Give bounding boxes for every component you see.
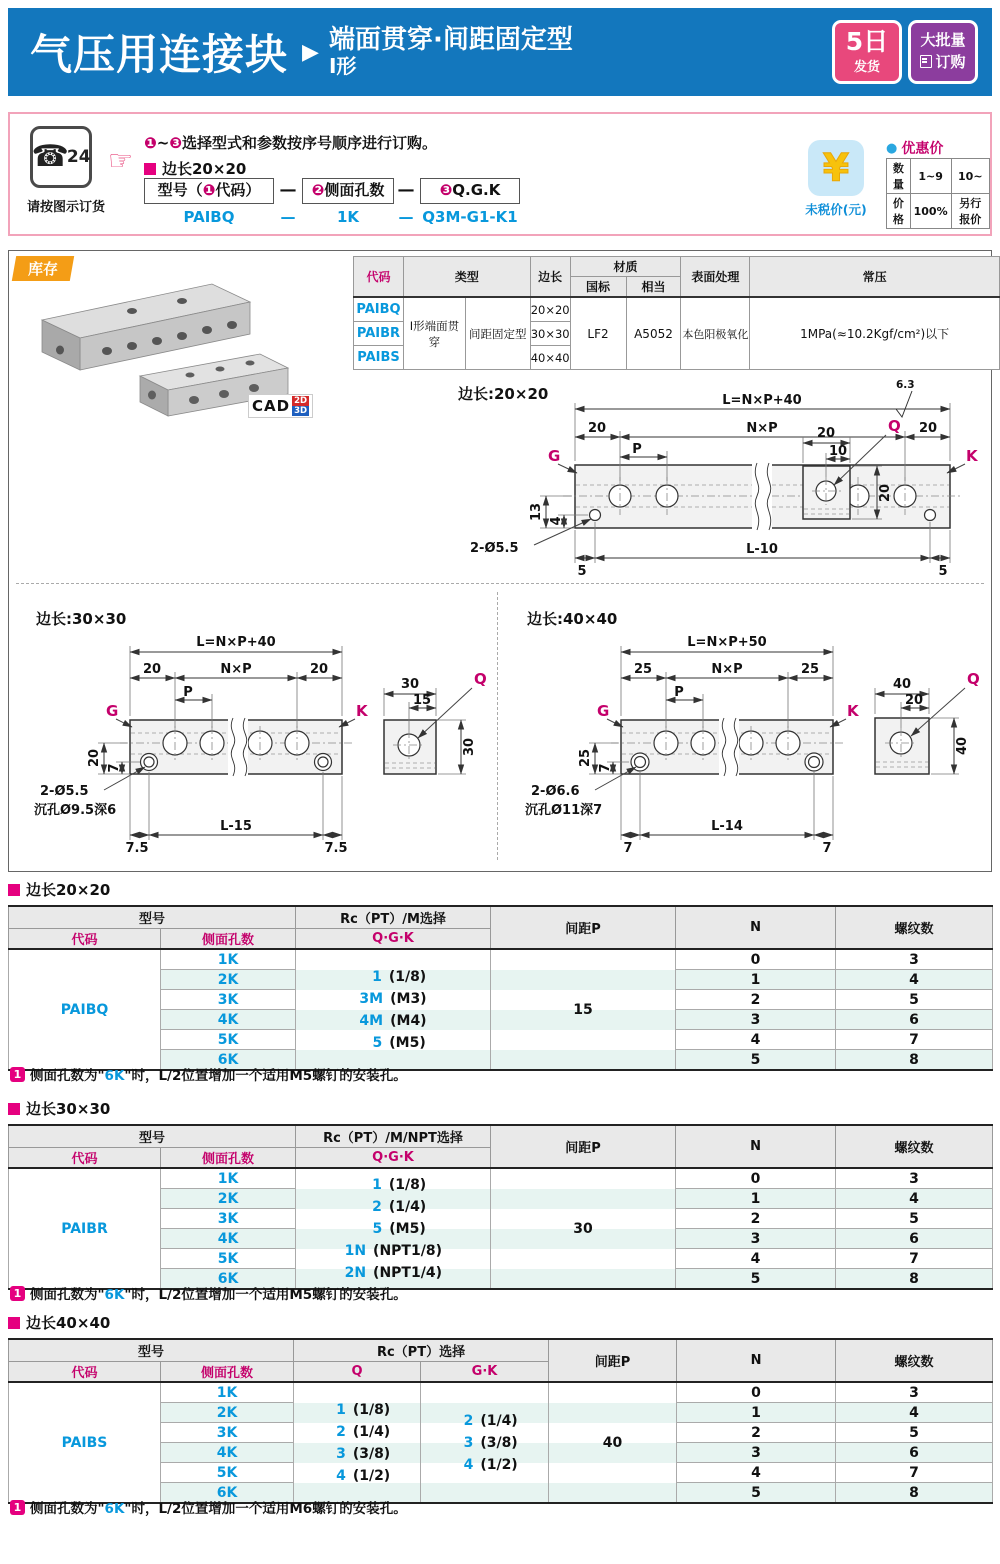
divider-horizontal	[16, 583, 984, 584]
cell-q-options: 1 (1/8) 2 (1/4) 3 (3/8) 4 (1/2)	[294, 1382, 421, 1503]
spec-code-2: PAIBS	[354, 346, 404, 370]
example-holes: 1K	[336, 208, 360, 226]
badge-bulk-line1: 大批量	[920, 30, 966, 49]
cell-n: 2	[676, 1209, 836, 1229]
dot-icon: ●	[886, 140, 898, 156]
cell-n: 0	[676, 949, 836, 970]
cell-code: PAIBQ	[9, 949, 161, 1070]
step-3-badge: ❸	[169, 134, 182, 152]
port-g-label: G	[548, 447, 561, 465]
cell-holes: 4K	[161, 1010, 296, 1030]
cell-holes: 5K	[161, 1463, 294, 1483]
price-label: 价格	[887, 194, 911, 229]
dim-end-right: 25	[800, 662, 820, 677]
side-dim-right: 40	[955, 736, 970, 756]
qty-range-2: 10~	[951, 159, 989, 194]
cell-pitch: 30	[491, 1168, 676, 1289]
order-box-qgk: ❸Q.G.K	[420, 178, 520, 204]
cell-threads: 8	[836, 1269, 993, 1290]
cell-holes: 4K	[161, 1443, 294, 1463]
dim-total-length: L=N×P+40	[722, 393, 802, 408]
cell-threads: 7	[836, 1249, 993, 1269]
page-subtitle	[329, 26, 573, 79]
example-dash-2: —	[398, 208, 414, 226]
order-instruction: ❶~❸选择型式和参数按序号顺序进行订购。	[144, 134, 437, 152]
dim-end-left: 20	[587, 421, 607, 436]
cell-n: 1	[676, 970, 836, 990]
example-dash-1: —	[280, 208, 296, 226]
arrow-right-icon: ▶	[302, 39, 319, 65]
cell-holes: 3K	[161, 1209, 296, 1229]
dim-end-right: 20	[309, 662, 329, 677]
price-2: 另行报价	[951, 194, 989, 229]
side-dim-top: 40	[892, 677, 912, 692]
cell-threads: 6	[836, 1229, 993, 1249]
col-n: N	[677, 1339, 836, 1382]
cell-threads: 4	[836, 1189, 993, 1209]
cell-holes: 2K	[161, 970, 296, 990]
badge-bulk-line2: 订购	[920, 51, 965, 72]
badge-bulk-order	[908, 20, 978, 84]
note-1-icon: 1	[10, 1286, 25, 1301]
mount-hole-note: 2-Ø5.5	[40, 784, 89, 799]
order-dash-2: —	[397, 180, 415, 200]
dim-b-right: 7.5	[324, 841, 348, 856]
side-dim-top: 20	[816, 426, 836, 441]
tax-note: 未税价(元)	[805, 202, 867, 217]
dim-b-right: 7	[822, 841, 832, 856]
cell-holes: 6K	[161, 1483, 294, 1504]
port-g-label: G	[106, 702, 119, 720]
stock-badge: 库存	[12, 256, 74, 281]
mount-hole-note: 2-Ø6.6	[531, 784, 580, 799]
cell-n: 0	[676, 1168, 836, 1189]
dim-pitch: P	[674, 685, 684, 700]
cell-holes: 5K	[161, 1249, 296, 1269]
spec-h-material: 材质	[570, 257, 681, 277]
col-q: Q	[294, 1362, 421, 1383]
cell-threads: 6	[836, 1443, 993, 1463]
size-table-40x40	[8, 1338, 993, 1504]
discount-price-label: ● 优惠价	[886, 140, 944, 157]
cell-n: 4	[676, 1249, 836, 1269]
table-row	[9, 949, 993, 970]
dim-b-mid: L-15	[220, 819, 252, 834]
dim-b-left: 7	[623, 841, 633, 856]
dim-total-length: L=N×P+50	[687, 635, 767, 650]
step-1-badge: ❶	[144, 134, 157, 152]
dim-nxp: N×P	[220, 662, 252, 677]
cell-holes: 1K	[161, 949, 296, 970]
yen-price-icon	[808, 140, 864, 196]
qty-range-1: 1~9	[910, 159, 951, 194]
cell-code: PAIBS	[9, 1382, 161, 1503]
section-title-20x20: 边长20×20	[8, 879, 110, 900]
col-pitch: 间距P	[491, 1125, 676, 1168]
mount-hole-note: 2-Ø5.5	[470, 541, 519, 556]
subtitle-line2: I形	[328, 54, 357, 79]
cell-rc-options: 1 (1/8) 3M (M3) 4M (M4) 5 (M5)	[296, 949, 491, 1070]
yen-symbol: ¥	[822, 146, 850, 190]
col-holes: 侧面孔数	[161, 1362, 294, 1383]
section-square-icon	[8, 1103, 20, 1115]
cad-label: CAD	[252, 397, 291, 415]
col-model: 型号	[9, 906, 296, 929]
section-title-40x40: 边长40×40	[8, 1312, 110, 1333]
table-row	[9, 1339, 993, 1362]
col-qgk: Q·G·K	[296, 929, 491, 950]
col-pitch: 间距P	[491, 906, 676, 949]
cell-threads: 5	[836, 1209, 993, 1229]
spec-h-code: 代码	[354, 257, 404, 298]
spec-side-2: 40×40	[530, 346, 570, 370]
cell-threads: 4	[836, 1403, 993, 1423]
table-row	[354, 297, 1000, 322]
spec-h-surface: 表面处理	[681, 257, 750, 298]
spec-table	[353, 256, 1000, 370]
order-dash-1: —	[279, 180, 297, 200]
price-1: 100%	[910, 194, 951, 229]
dim-pitch: P	[632, 442, 642, 457]
order-example-label: 边长20×20	[144, 158, 246, 179]
dim-end-left: 25	[633, 662, 653, 677]
spec-code-0: PAIBQ	[354, 297, 404, 322]
size-table-30x30	[8, 1124, 993, 1290]
phone-24-label: 24	[66, 147, 91, 167]
spec-h-equiv: 相当	[626, 277, 681, 298]
cell-n: 2	[677, 1423, 836, 1443]
phone-caption: 请按图示订货	[26, 200, 105, 215]
spec-type-b: 间距固定型	[465, 297, 530, 370]
cell-holes: 2K	[161, 1189, 296, 1209]
col-code: 代码	[9, 1148, 161, 1169]
cell-n: 5	[676, 1050, 836, 1071]
port-k-label: K	[356, 702, 368, 720]
header-bar	[8, 8, 992, 96]
drawing-30x30	[12, 590, 494, 862]
spec-side-1: 30×30	[530, 322, 570, 346]
side-dim-right: 30	[462, 737, 477, 757]
note-1-icon: 1	[10, 1067, 25, 1082]
cell-n: 3	[676, 1010, 836, 1030]
cell-n: 5	[676, 1269, 836, 1290]
dim-nxp: N×P	[746, 421, 778, 436]
col-gk: G·K	[421, 1362, 549, 1383]
col-code: 代码	[9, 929, 161, 950]
cell-threads: 7	[836, 1030, 993, 1050]
size-table-20x20	[8, 905, 993, 1071]
counterbore-note: 沉孔Ø9.5深6	[34, 803, 117, 818]
footnote-40x40: 1 侧面孔数为"6K"时，L/2位置增加一个适用M6螺钉的安装孔。	[10, 1497, 407, 1517]
table-row	[9, 1168, 993, 1189]
cell-n: 1	[677, 1403, 836, 1423]
cell-holes: 3K	[161, 990, 296, 1010]
side-dim-inner: 20	[904, 693, 924, 708]
col-holes: 侧面孔数	[161, 929, 296, 950]
divider-vertical	[497, 592, 498, 860]
dim-end-right: 20	[918, 421, 938, 436]
table-row	[887, 159, 990, 194]
spec-surface: 本色阳极氧化	[681, 297, 750, 370]
dim-b-mid: L-10	[746, 542, 778, 557]
table-row	[9, 1382, 993, 1403]
col-threads: 螺纹数	[836, 1125, 993, 1168]
footnote-30x30: 1 侧面孔数为"6K"时，L/2位置增加一个适用M5螺钉的安装孔。	[10, 1283, 407, 1303]
port-q-label: Q	[967, 670, 980, 688]
cell-threads: 5	[836, 990, 993, 1010]
cell-n: 4	[676, 1030, 836, 1050]
spec-code-1: PAIBR	[354, 322, 404, 346]
cell-n: 2	[676, 990, 836, 1010]
cell-pitch: 40	[549, 1382, 677, 1503]
port-q-label: Q	[888, 417, 901, 435]
dim-b-mid: L-14	[711, 819, 743, 834]
col-rc: Rc（PT）/M选择	[296, 906, 491, 929]
order-doc-icon	[920, 55, 932, 68]
section-square-icon	[8, 1317, 20, 1329]
dim-total-length: L=N×P+40	[196, 635, 276, 650]
cell-threads: 8	[836, 1483, 993, 1504]
col-code: 代码	[9, 1362, 161, 1383]
port-k-label: K	[847, 702, 859, 720]
cell-threads: 8	[836, 1050, 993, 1071]
cell-holes: 6K	[161, 1050, 296, 1071]
order-info-box	[8, 112, 992, 236]
spec-h-gb: 国标	[570, 277, 626, 298]
col-rc: Rc（PT）/M/NPT选择	[296, 1125, 491, 1148]
dim-b-left: 7.5	[125, 841, 149, 856]
cell-holes: 5K	[161, 1030, 296, 1050]
cell-threads: 3	[836, 1168, 993, 1189]
col-threads: 螺纹数	[836, 1339, 993, 1382]
cell-n: 0	[677, 1382, 836, 1403]
side-dim-right: 20	[878, 483, 893, 503]
cell-gk-options: 2 (1/4) 3 (3/8) 4 (1/2)	[421, 1382, 549, 1503]
cell-threads: 7	[836, 1463, 993, 1483]
dim-v1: 13	[529, 502, 544, 522]
qty-label: 数量	[887, 159, 911, 194]
order-box-model: 型号（❶代码）	[144, 178, 274, 204]
col-pitch: 间距P	[549, 1339, 677, 1382]
surface-finish-mark: 6.3	[896, 379, 915, 391]
drawing-title: 边长:30×30	[36, 610, 127, 628]
spec-h-type: 类型	[403, 257, 530, 298]
section-square-icon	[8, 884, 20, 896]
note-1-icon: 1	[10, 1500, 25, 1515]
cell-rc-options: 1 (1/8) 2 (1/4) 5 (M5) 1N (NPT1/8) 2N (NPT1/4)	[296, 1168, 491, 1289]
spec-type-a: I形端面贯穿	[403, 297, 465, 370]
drawing-title: 边长:40×40	[527, 610, 618, 628]
page-title: 气压用连接块	[30, 30, 289, 79]
cell-n: 3	[677, 1443, 836, 1463]
cell-holes: 3K	[161, 1423, 294, 1443]
counterbore-note: 沉孔Ø11深7	[525, 803, 603, 818]
col-model: 型号	[9, 1125, 296, 1148]
drawing-title: 边长:20×20	[458, 385, 549, 403]
port-q-label: Q	[474, 670, 487, 688]
cell-holes: 4K	[161, 1229, 296, 1249]
cell-n: 3	[676, 1229, 836, 1249]
telephone-icon: ☎	[31, 139, 69, 174]
cell-n: 5	[677, 1483, 836, 1504]
dim-pitch: P	[183, 685, 193, 700]
section-title-30x30: 边长30×30	[8, 1098, 110, 1119]
cell-n: 4	[677, 1463, 836, 1483]
cad-2d-label: 2D	[294, 396, 308, 406]
table-row	[9, 1125, 993, 1148]
badge-day-small: 发货	[853, 60, 880, 75]
col-rc: Rc（PT）选择	[294, 1339, 549, 1362]
cell-holes: 1K	[161, 1168, 296, 1189]
order-box-holes: ❷侧面孔数	[302, 178, 394, 204]
spec-side-0: 20×20	[530, 297, 570, 322]
example-square-icon	[144, 163, 156, 175]
spec-equiv: A5052	[626, 297, 681, 370]
cell-holes: 2K	[161, 1403, 294, 1423]
dim-v2: 7	[598, 763, 613, 773]
cad-3d-label: 3D	[294, 406, 308, 416]
cell-code: PAIBR	[9, 1168, 161, 1289]
badge-5day-shipping	[832, 20, 902, 84]
table-row	[9, 906, 993, 929]
side-dim-inner: 15	[412, 693, 432, 708]
badge-day-big: 5日	[845, 27, 889, 56]
dim-b-left: 5	[577, 564, 587, 579]
col-qgk: Q·G·K	[296, 1148, 491, 1169]
port-g-label: G	[597, 702, 610, 720]
cell-pitch: 15	[491, 949, 676, 1070]
table-row	[887, 194, 990, 229]
spec-pressure: 1MPa(≈10.2Kgf/cm²)以下	[750, 297, 1000, 370]
port-k-label: K	[966, 447, 978, 465]
cell-holes: 6K	[161, 1269, 296, 1290]
cell-n: 1	[676, 1189, 836, 1209]
table-row	[354, 257, 1000, 277]
dim-v2: 7	[107, 763, 122, 773]
cell-threads: 3	[836, 949, 993, 970]
drawing-40x40	[503, 590, 991, 862]
drawing-20x20	[430, 373, 996, 579]
phone-24h-icon	[30, 126, 92, 188]
dim-v1: 25	[578, 748, 593, 768]
dim-b-right: 5	[938, 564, 948, 579]
spec-h-side: 边长	[530, 257, 570, 298]
cell-holes: 1K	[161, 1382, 294, 1403]
col-holes: 侧面孔数	[161, 1148, 296, 1169]
side-dim-top: 30	[400, 677, 420, 692]
spec-h-pressure: 常压	[750, 257, 1000, 298]
col-model: 型号	[9, 1339, 294, 1362]
dim-end-left: 20	[142, 662, 162, 677]
cell-threads: 5	[836, 1423, 993, 1443]
cell-threads: 4	[836, 970, 993, 990]
cad-2d-3d-logo	[248, 394, 313, 418]
pointing-hand-icon: ☞	[108, 144, 134, 177]
cell-threads: 6	[836, 1010, 993, 1030]
side-dim-inner: 10	[828, 444, 848, 459]
dim-v2: 4	[549, 516, 564, 526]
example-suffix: Q3M-G1-K1	[422, 208, 518, 226]
dim-nxp: N×P	[711, 662, 743, 677]
col-threads: 螺纹数	[836, 906, 993, 949]
col-n: N	[676, 906, 836, 949]
spec-gb: LF2	[570, 297, 626, 370]
price-table	[886, 158, 990, 229]
col-n: N	[676, 1125, 836, 1168]
subtitle-line1: 端面贯穿·间距固定型	[328, 24, 573, 55]
dim-v1: 20	[87, 748, 102, 768]
example-model: PAIBQ	[183, 208, 235, 226]
cell-threads: 3	[836, 1382, 993, 1403]
footnote-20x20: 1 侧面孔数为"6K"时，L/2位置增加一个适用M5螺钉的安装孔。	[10, 1064, 407, 1084]
